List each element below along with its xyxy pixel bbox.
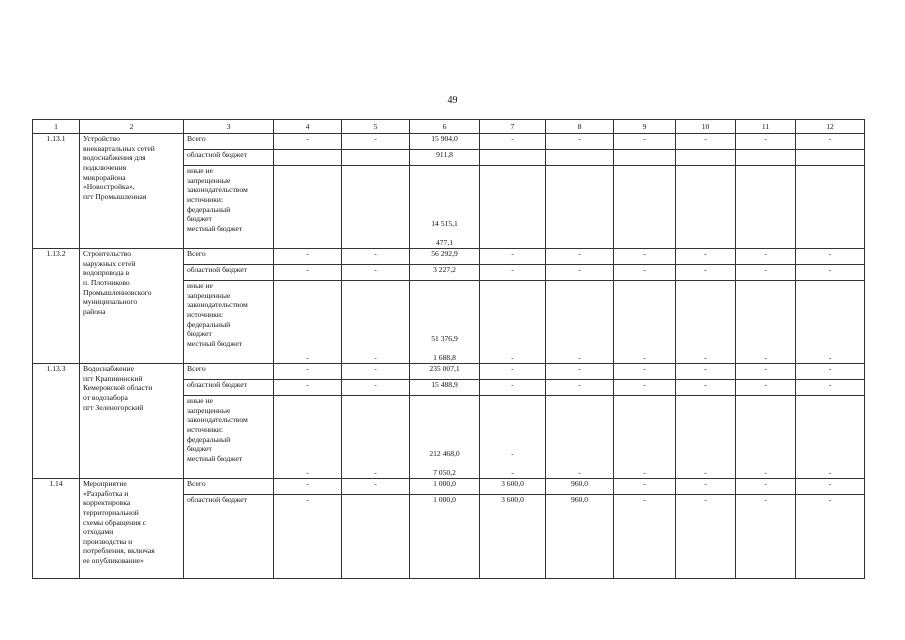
table-row (33, 364, 865, 380)
funding-source: Всего (184, 364, 274, 380)
funding-source: областной бюджет (184, 380, 274, 396)
value-cell-c6 (410, 281, 480, 364)
value-cell-c6 (410, 166, 480, 249)
value-text: - (306, 353, 309, 363)
value-cell-c6: 56 292,9 (410, 249, 480, 265)
header-row (33, 120, 865, 134)
value-cell-c9: - (614, 364, 676, 380)
value-cell-c10: - (676, 134, 736, 150)
value-cell-c12: - (796, 364, 865, 380)
value-cell-c10: - (676, 495, 736, 579)
header-cell: 4 (274, 120, 342, 134)
value-cell-c10 (676, 150, 736, 166)
header-cell: 12 (796, 120, 865, 134)
funding-source: иные не запрещенные законодательством источники: федеральный бюджет местный бюджет (184, 281, 274, 364)
value-cell-c9: - (614, 380, 676, 396)
value-text: - (643, 468, 646, 478)
item-name: Мероприятие «Разработка и корректировка территориальной схемы обращения с отходами производства и потребления, включая ее опубликование» (80, 479, 184, 579)
value-text: - (578, 468, 581, 478)
value-cell-c7 (480, 166, 546, 249)
item-name: Устройство внеквартальных сетей водоснабжения для подключения микрорайона «Новостройка», пгт Промышленная (80, 134, 184, 249)
value-cell-c6: 235 007,1 (410, 364, 480, 380)
value-cell-c7: 3 600,0 (480, 495, 546, 579)
value-cell-c11: - (736, 134, 796, 150)
value-cell-c8 (546, 281, 614, 364)
value-cell-c12 (796, 150, 865, 166)
value-cell-c11 (736, 150, 796, 166)
budget-table (32, 119, 865, 579)
value-cell-c11: - (736, 495, 796, 579)
item-code: 1.13.3 (33, 364, 80, 479)
value-cell-c8: 960,0 (546, 495, 614, 579)
value-text: 212 468,0 7 050,2 (429, 449, 460, 478)
value-cell-c6: 911,8 (410, 150, 480, 166)
funding-source: областной бюджет (184, 495, 274, 579)
value-cell-c9: - (614, 249, 676, 265)
value-cell-c9: - (614, 495, 676, 579)
budget-table-body (33, 120, 865, 579)
value-cell-c4 (274, 166, 342, 249)
value-cell-c7: - (480, 249, 546, 265)
value-cell-c8: - (546, 249, 614, 265)
value-cell-c6: 15 488,9 (410, 380, 480, 396)
value-cell-c10 (676, 396, 736, 479)
funding-source: Всего (184, 249, 274, 265)
value-cell-c8: - (546, 134, 614, 150)
value-cell-c5: - (342, 265, 410, 281)
value-cell-c8: - (546, 265, 614, 281)
value-cell-c5: - (342, 134, 410, 150)
value-cell-c9 (614, 396, 676, 479)
header-cell: 10 (676, 120, 736, 134)
value-cell-c6: 1 000,0 (410, 495, 480, 579)
value-cell-c5: - (342, 380, 410, 396)
funding-source: областной бюджет (184, 265, 274, 281)
value-cell-c9: - (614, 265, 676, 281)
item-code: 1.14 (33, 479, 80, 579)
funding-source: иные не запрещенные законодательством источники: федеральный бюджет местный бюджет (184, 166, 274, 249)
funding-source: иные не запрещенные законодательством источники: федеральный бюджет местный бюджет (184, 396, 274, 479)
value-cell-c12 (796, 396, 865, 479)
value-text: - (374, 353, 377, 363)
value-cell-c9: - (614, 479, 676, 495)
value-cell-c7 (480, 281, 546, 364)
value-cell-c7: - (480, 134, 546, 150)
value-cell-c8 (546, 150, 614, 166)
table-row (33, 479, 865, 495)
value-cell-c8: - (546, 380, 614, 396)
page-number: 49 (447, 95, 458, 106)
value-text: - - (511, 449, 514, 478)
value-cell-c10 (676, 166, 736, 249)
value-text: - (374, 468, 377, 478)
value-cell-c6 (410, 396, 480, 479)
table-row (33, 249, 865, 265)
value-cell-c7 (480, 150, 546, 166)
value-cell-c11: - (736, 380, 796, 396)
value-cell-c8: - (546, 364, 614, 380)
value-cell-c7: 3 600,0 (480, 479, 546, 495)
value-text: 51 376,9 1 688,8 (431, 334, 458, 363)
value-cell-c7: - (480, 364, 546, 380)
value-cell-c9 (614, 281, 676, 364)
value-cell-c4: - (274, 479, 342, 495)
value-cell-c10: - (676, 249, 736, 265)
value-cell-c11 (736, 281, 796, 364)
value-cell-c12: - (796, 134, 865, 150)
value-cell-c7 (480, 396, 546, 479)
value-cell-c11: - (736, 479, 796, 495)
value-cell-c10: - (676, 479, 736, 495)
value-text: 14 515,1 477,1 (431, 219, 458, 248)
value-cell-c4 (274, 281, 342, 364)
value-cell-c12 (796, 281, 865, 364)
value-cell-c12 (796, 166, 865, 249)
value-cell-c12: - (796, 495, 865, 579)
value-cell-c5: - (342, 479, 410, 495)
header-cell: 1 (33, 120, 80, 134)
value-cell-c6: 3 227,2 (410, 265, 480, 281)
value-cell-c4: - (274, 380, 342, 396)
value-cell-c5 (342, 281, 410, 364)
value-cell-c11 (736, 396, 796, 479)
header-cell: 11 (736, 120, 796, 134)
value-text: - (643, 353, 646, 363)
item-name: Строительство наружных сетей водопровода в п. Плотниково Промышленновского муниципального района (80, 249, 184, 364)
value-cell-c4: - (274, 249, 342, 265)
header-cell: 2 (80, 120, 184, 134)
header-cell: 3 (184, 120, 274, 134)
value-cell-c9 (614, 166, 676, 249)
value-cell-c5: - (342, 364, 410, 380)
value-cell-c10: - (676, 265, 736, 281)
value-cell-c10: - (676, 364, 736, 380)
value-cell-c5 (342, 166, 410, 249)
table-row (33, 134, 865, 150)
value-cell-c11: - (736, 249, 796, 265)
value-cell-c11: - (736, 364, 796, 380)
value-cell-c10: - (676, 380, 736, 396)
value-cell-c5: - (342, 249, 410, 265)
value-text: - (306, 468, 309, 478)
value-cell-c8: 960,0 (546, 479, 614, 495)
value-cell-c5 (342, 150, 410, 166)
value-text: - (828, 468, 832, 478)
value-cell-c4 (274, 150, 342, 166)
header-cell: 8 (546, 120, 614, 134)
value-cell-c7: - (480, 265, 546, 281)
value-cell-c4: - (274, 134, 342, 150)
value-cell-c6: 15 904,0 (410, 134, 480, 150)
value-cell-c8 (546, 396, 614, 479)
header-cell: 7 (480, 120, 546, 134)
item-code: 1.13.1 (33, 134, 80, 249)
value-cell-c4: - (274, 265, 342, 281)
value-cell-c12: - (796, 380, 865, 396)
item-code: 1.13.2 (33, 249, 80, 364)
header-cell: 9 (614, 120, 676, 134)
value-cell-c6: 1 000,0 (410, 479, 480, 495)
value-cell-c7: - (480, 380, 546, 396)
value-text: - (578, 353, 581, 363)
value-text: - (764, 468, 767, 478)
value-cell-c9 (614, 150, 676, 166)
value-cell-c4: - (274, 364, 342, 380)
header-cell: 5 (342, 120, 410, 134)
value-text: - (704, 468, 707, 478)
value-cell-c8 (546, 166, 614, 249)
value-cell-c12: - (796, 265, 865, 281)
value-text: - (511, 353, 514, 363)
value-text: - (764, 353, 767, 363)
value-cell-c4 (274, 396, 342, 479)
value-text: - (828, 353, 832, 363)
value-cell-c5 (342, 495, 410, 579)
item-name: Водоснабжение пгт Крапивинский Кемеровской области от водозабора пгт Зеленогорский (80, 364, 184, 479)
funding-source: областной бюджет (184, 150, 274, 166)
value-cell-c11 (736, 166, 796, 249)
value-text: - (704, 353, 707, 363)
value-cell-c4: - (274, 495, 342, 579)
funding-source: Всего (184, 134, 274, 150)
value-cell-c5 (342, 396, 410, 479)
value-cell-c10 (676, 281, 736, 364)
value-cell-c11: - (736, 265, 796, 281)
value-cell-c12: - (796, 479, 865, 495)
value-cell-c12: - (796, 249, 865, 265)
header-cell: 6 (410, 120, 480, 134)
funding-source: Всего (184, 479, 274, 495)
value-cell-c9: - (614, 134, 676, 150)
